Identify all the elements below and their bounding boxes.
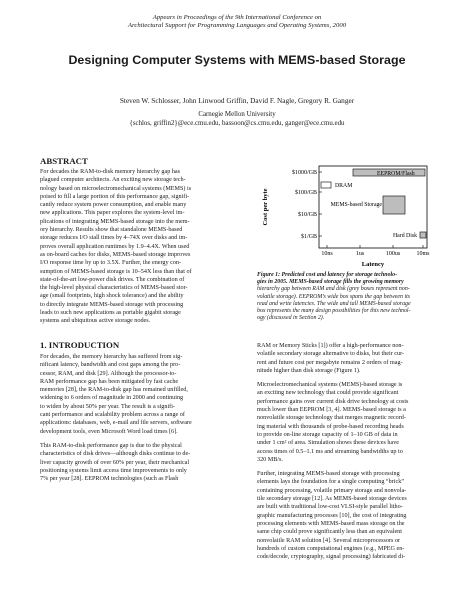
x-tick-label: 10ms: [416, 251, 430, 257]
y-tick-label: $100/GB: [294, 190, 317, 196]
caption-line: volatile storage). EEPROM’s wide box spans the gap between its: [257, 293, 411, 300]
caption-line: box represents the many design possibilities for this new technol-: [257, 307, 411, 314]
intro-line: cessor, RAM, and disk [29]. Although the processor-to-: [40, 370, 177, 377]
intro-line: development tools, even Microsoft Word load times [6].: [40, 428, 178, 435]
abstract-line: as on-board caches for disks, MEMS-based storage improves: [40, 251, 191, 258]
body-line: containing processing, volatile primary storage and nonvola-: [257, 487, 407, 494]
abstract-line: leads to such new applications as portable gigabit storage: [40, 310, 181, 317]
abstract-line: nology based on microelectromechanical systems (MEMS) is: [40, 185, 192, 192]
right-column-text: [257, 342, 435, 561]
body-line: volatile secondary storage alternative to disks, but their cur-: [257, 351, 405, 358]
cost-latency-chart: [257, 160, 435, 270]
institution: Carnegie Mellon University: [198, 111, 276, 118]
author-list: Steven W. Schlosser, John Linwood Griffin, David F. Nagle, Gregory R. Ganger: [119, 96, 355, 105]
abstract-line: For decades the RAM-to-disk memory hierarchy gap has: [40, 169, 181, 175]
technology-regions: [321, 169, 426, 239]
x-axis-label: Latency: [361, 261, 385, 268]
abstract-line: proves overall application runtimes by 1.9–4.4X. When used: [40, 243, 190, 250]
region-box: [383, 196, 405, 214]
body-line: an exciting new technology that could provide significant: [257, 390, 399, 397]
y-tick-label: $1/GB: [300, 234, 317, 240]
abstract-line: sumption of MEMS-based storage is 10–54X less than that of: [40, 268, 192, 275]
body-line: under 1 cm² of area. Simulation shows these devices have: [257, 440, 400, 447]
abstract-line: new applications. This paper explores the system-level im-: [40, 210, 185, 217]
region-label: Hard Disk: [393, 233, 417, 239]
intro-line: nificant latency, bandwidth and cost gaps among the pro-: [40, 362, 181, 369]
abstract-line: cantly reduce system power consumption, and enable many: [40, 202, 187, 209]
caption-line: ogy (discussed in Section 2).: [257, 315, 325, 322]
body-line: 320 MB/s.: [257, 456, 283, 463]
author-emails: {schlos, griffin2}@ece.cmu.edu, bassoon@cs.cmu.edu, ganger@ece.cmu.edu: [129, 120, 345, 127]
intro-line: characteristics of disk drives—although disks continue to de-: [40, 451, 191, 458]
introduction-text: [40, 353, 240, 483]
body-line: are built with traditional low-cost VLSI-style parallel litho-: [257, 504, 403, 511]
figure-1: [257, 160, 435, 270]
caption-line: read and write latencies. The wide and tall MEMS-based storage: [257, 300, 411, 307]
abstract-line: plications of integrating MEMS-based storage into the mem-: [40, 218, 190, 225]
intro-line: This RAM-to-disk performance gap is due to the physical: [40, 442, 182, 449]
venue-line-2: Architectural Support for Programming Languages and Operating Systems, 2000: [127, 22, 347, 30]
abstract-line: poised to fill a large portion of this performance gap, signifi-: [40, 193, 190, 200]
abstract-line: ory hierarchy. Results show that standalone MEMS-based: [40, 227, 183, 234]
abstract-line: storage reduces I/O stall times by 4–74X over disks and im-: [40, 235, 188, 242]
body-line: Further, integrating MEMS-based storage with processing: [257, 471, 400, 478]
abstract-line: to directly integrate MEMS-based storage with processing: [40, 301, 184, 308]
abstract-line: systems and ubiquitous active storage nodes.: [40, 318, 151, 325]
venue-header: [0, 14, 474, 31]
intro-line: liver capacity growth of over 60% per year, their mechanical: [40, 459, 190, 466]
body-line: RAM or Memory Sticks [1]) offer a high-performance non-: [257, 343, 404, 349]
venue-line-1: Appears in Proceedings of the 9th International Conference on: [152, 14, 322, 21]
intro-line: For decades, the memory hierarchy has suffered from sig-: [40, 354, 183, 360]
body-line: elements lays the foundation for a single computing “brick”: [257, 479, 404, 486]
intro-line: cant performance and scalability problem across a range of: [40, 412, 185, 419]
introduction-heading: 1. INTRODUCTION: [40, 340, 120, 350]
y-tick-label: $1000/GB: [291, 170, 317, 176]
body-line: Microelectromechanical systems (MEMS)-based storage is: [257, 382, 403, 389]
caption-line: gies in 2005. MEMS-based storage fills the growing memory: [257, 279, 404, 286]
intro-line: memories [28], the RAM-to-disk gap has remained unfilled,: [40, 387, 188, 394]
body-line: hundreds of custom computational engines (e.g., MPEG en-: [257, 545, 405, 552]
intro-line: RAM performance gap has been mitigated by fast cache: [40, 378, 179, 385]
abstract-text: [40, 168, 240, 326]
caption-line: Figure 1: Predicted cost and latency for storage technolo-: [257, 272, 398, 278]
x-tick-label: 1us: [355, 251, 365, 257]
x-tick-label: 100us: [385, 251, 401, 257]
paper-title: Designing Computer Systems with MEMS-based Storage: [68, 53, 406, 67]
abstract-heading: ABSTRACT: [40, 156, 88, 166]
body-line: rent and future cost per megabyte remains 2 orders of mag-: [257, 359, 403, 366]
body-line: tile secondary storage [12]. As MEMS-based storage devices: [257, 496, 407, 503]
body-line: access times of 0.5–1.1 ms and streaming bandwidths up to: [257, 448, 403, 455]
y-axis-label: Cost per byte: [262, 188, 269, 226]
body-line: nitude higher than disk storage (Figure 1).: [257, 367, 361, 374]
intro-line: to widen by about 50% per year. The result is a signifi-: [40, 403, 175, 410]
region-label: EEPROM/Flash: [377, 171, 415, 177]
body-line: ing material with thousands of probe-based recording heads: [257, 423, 404, 430]
intro-line: applications: databases, web, e-mail and file servers, software: [40, 420, 192, 427]
affiliation: [0, 110, 474, 128]
abstract-line: I/O response time by up to 3.5X. Further, the energy con-: [40, 260, 182, 267]
region-box: [420, 232, 426, 238]
intro-line: 7% per year [28]. EEPROM technologies (such as Flash: [40, 476, 179, 483]
abstract-line: the high-level physical characteristics of MEMS-based stor-: [40, 285, 188, 292]
x-tick-label: 10ns: [321, 251, 333, 257]
abstract-line: state-of-the-art low-power disk drives. The combination of: [40, 276, 185, 283]
intro-line: widening to 6 orders of magnitude in 2000 and continuing: [40, 395, 184, 402]
caption-line: hierarchy gap between RAM and disk (grey boxes represent non-: [257, 286, 410, 293]
region-label: MEMS-based Storage: [330, 202, 382, 208]
x-axis-ticks: [321, 245, 430, 257]
body-line: code/decode, cryptography, signal processing) fabricated di-: [257, 554, 406, 561]
body-line: same chip could prove significantly less than an equivalent: [257, 529, 402, 536]
region-label: DRAM: [335, 183, 353, 189]
body-line: performance gains over current disk drive technology at costs: [257, 398, 409, 405]
abstract-line: plagued computer architects. An exciting new storage tech-: [40, 177, 186, 184]
body-line: processing elements with MEMS-based mass storage on the: [257, 520, 405, 527]
body-line: graphic manufacturing processes [10], the cost of integrating: [257, 512, 407, 519]
abstract-line: age (small footprints, high shock tolerance) and the ability: [40, 293, 184, 300]
y-tick-label: $10/GB: [297, 212, 317, 218]
region-box: [321, 182, 331, 188]
intro-line: positioning systems limit access time improvements to only: [40, 467, 187, 474]
body-line: much lower than EEPROM [3, 4]. MEMS-based storage is a: [257, 407, 406, 414]
figure-caption: [257, 272, 435, 322]
body-line: to provide on-line storage capacity of 1–10 GB of data in: [257, 431, 398, 438]
y-axis-ticks: [292, 169, 322, 240]
body-line: nonvolatile storage technology that merges magnetic record-: [257, 415, 406, 422]
body-line: nonvolatile RAM solution [4]. Several microprocessors or: [257, 537, 401, 544]
